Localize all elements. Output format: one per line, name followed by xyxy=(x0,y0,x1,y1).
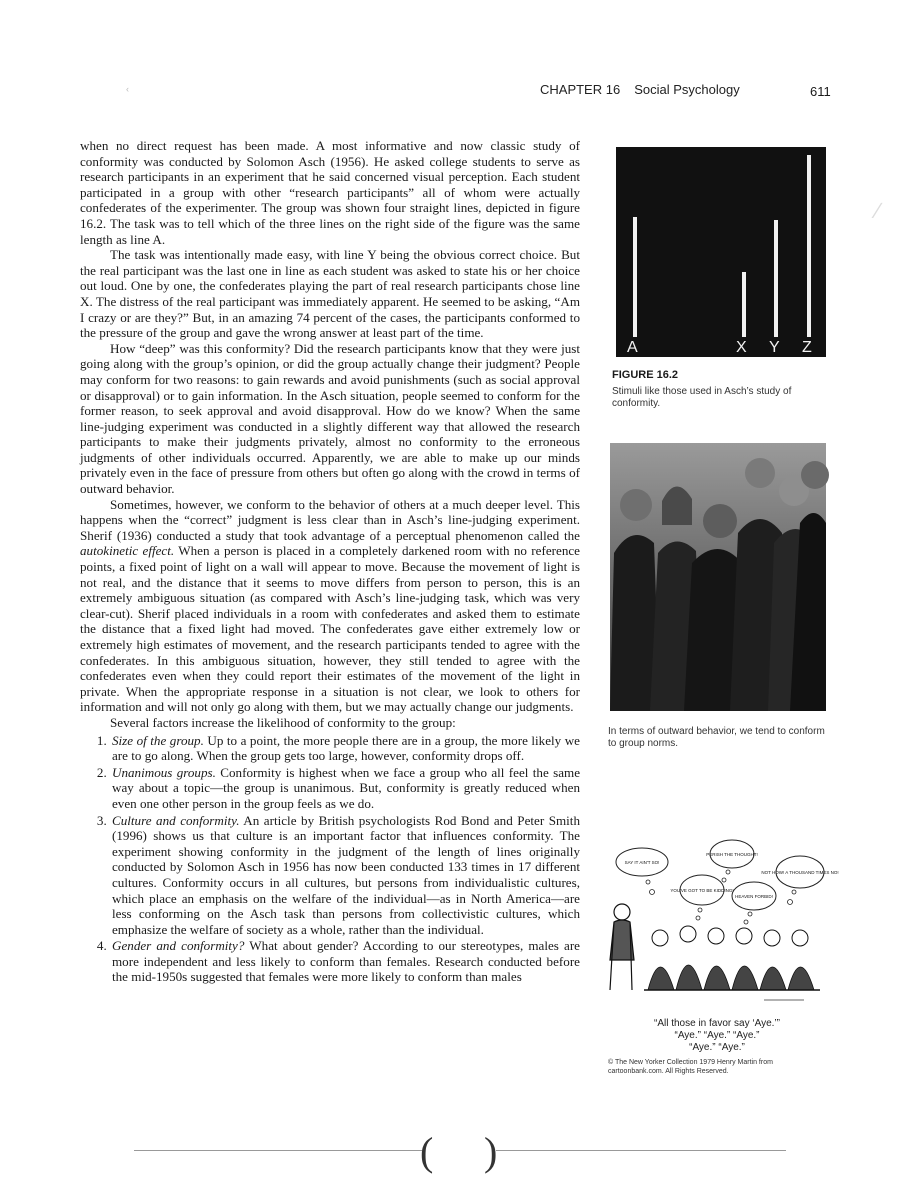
footer-rule-right xyxy=(496,1150,786,1151)
list-item-title: Size of the group. xyxy=(112,732,204,748)
list-item-text: Up to a point, the more people there are in a group, the more likely we are to go along. When the group gets too large, however, conformity drops off. xyxy=(112,732,580,764)
list-item xyxy=(110,765,580,812)
running-head xyxy=(540,82,740,97)
section-title: Social Psychology xyxy=(634,82,740,97)
paragraph: when no direct request has been made. A most informative and now classic study of conformity was conducted by Solomon Asch (1956). He asked college students to serve as research participants in an experiment that he said concerned visual perception. Each student participated in a group with other “research participants” all of whom were actually confederates of the experimenter. The group was shown four straight lines, depicted in figure 16.2. The task was to tell which of the three lines on the right side of the figure was the same length as line A. xyxy=(80,138,580,247)
list-item xyxy=(110,938,580,985)
footer-left-bracket: ( xyxy=(420,1129,434,1174)
emphasis-term: autokinetic effect. xyxy=(80,543,175,559)
paragraph-text: When a person is placed in a completely darkened room with no reference points, a fixed point of light on a wall will appear to move. Because the movement of light is not real, and the distance that it seems to move differs from person to person, this is an extremely ambiguous situation (as compared with Asch’s line-judging task, which was very clear-cut). Sherif placed individuals in a room with confederates and asked them to estimate the distance that a fixed light had moved. The confederates gave either extremely low or extremely high estimates of movement, and the research participants tended to agree with the confederates. In this ambiguous situation, however, they still tended to agree with the confederates even when they could report their estimates of the movement of the light in private. When the appropriate response in a situation is not clear, we look to others for information and will not only go along with them, but we may actually change our judgments. xyxy=(80,543,580,715)
list-item-text: An article by British psychologists Rod Bond and Peter Smith (1996) shows us that culture is an important factor that influences conformity. The experiment showing conformity in the judgment of the length of lines originally conducted by Solomon Asch in 1956 has now been conducted 133 times in 17 different cultures. Conformity occurs in all cultures, but persons from individualistic cultures, which place an emphasis on the welfare of the individual—as in North America—are less conforming on the Asch task than persons from collectivistic cultures, which emphasize the welfare of society as a whole, rather than the individual. xyxy=(112,812,580,937)
bubble-text: NOT HOW! A THOUSAND TIMES NO! xyxy=(761,870,839,875)
line-label-z: Z xyxy=(802,339,812,356)
line-label-a: A xyxy=(627,339,638,356)
caption-line: “Aye.” “Aye.” “Aye.” xyxy=(674,1030,760,1041)
list-item-title: Culture and conformity. xyxy=(112,812,240,828)
paragraph-text: Sometimes, however, we conform to the behavior of others at a much deeper level. This happens when the “correct” judgment is less clear than in Asch’s line-judging experiment. Sherif (1936) conducted a study that took advantage of a perceptual phenomenon called the xyxy=(80,496,580,543)
list-item-text: What about gender? According to our stereotypes, males are more independent and less likely to conform than females. Research conducted before the mid-1950s suggested that females were more likely to conform than males xyxy=(112,938,580,985)
photo-caption: In terms of outward behavior, we tend to conform to group norms. xyxy=(608,726,825,749)
bubble-text: SAY IT AIN'T SO! xyxy=(624,860,660,865)
line-label-y: Y xyxy=(769,339,780,356)
footer-right-bracket: ) xyxy=(484,1129,498,1174)
asch-lines-figure xyxy=(616,147,826,357)
paragraph: The task was intentionally made easy, with line Y being the obvious correct choice. But the real participant was the last one in line as each student was asked to state his or her choice out loud. One by one, the confederates playing the part of real research participants chose line X. The distress of the real participant was immediately apparent. He seemed to be asking, “Am I crazy or are they?” But, in an amazing 74 percent of the cases, the participants conformed to the pressure of the group and gave the wrong answer at least part of the time. xyxy=(80,247,580,341)
bubble-text: YOU'VE GOT TO BE KIDDING! xyxy=(670,888,734,893)
line-x xyxy=(742,272,746,337)
cartoon-credit: © The New Yorker Collection 1979 Henry Martin from cartoonbank.com. All Rights Reserved. xyxy=(608,1059,773,1075)
caption-line: “Aye.” “Aye.” xyxy=(689,1042,745,1053)
paragraph: Several factors increase the likelihood of conformity to the group: xyxy=(110,714,456,730)
group-photo xyxy=(610,443,826,711)
list-item xyxy=(110,813,580,938)
body-text xyxy=(80,138,580,986)
line-z xyxy=(807,155,811,337)
scan-mark: ∕ xyxy=(876,198,880,223)
figure-label: FIGURE 16.2 xyxy=(612,369,679,381)
paragraph: How “deep” was this conformity? Did the research participants know that they were just going along with the group’s opinion, or did the group actually change their judgment? People may conform for two reasons: to gain rewards and avoid punishments (such as social approval or disapproval) or to gain information. In the Asch situation, people seemed to conform for the former reason, to seek approval and avoid disapproval. How do we know? When the same line-judging experiment was conducted in a slightly different way that allowed the research participants to make their judgments privately, almost no conformity to the erroneous judgments of other individuals occurred. Apparently, we are able to make up our minds privately even in the face of pressure from others but often go along with the crowd in terms of outward behavior. xyxy=(80,340,580,497)
bubble-text: PERISH THE THOUGHT! xyxy=(706,852,758,857)
line-label-x: X xyxy=(736,339,747,356)
chapter-label: CHAPTER 16 xyxy=(540,82,621,97)
asch-lines-svg xyxy=(616,147,826,357)
list-item-text: Conformity is highest when we face a group who all feel the same way about a topic—the group is unanimous. But, conformity is greatly reduced when even one other person in the group feels as we do. xyxy=(112,764,581,811)
footer-rule-left xyxy=(134,1150,422,1151)
page-number: 611 xyxy=(810,84,831,99)
line-y xyxy=(774,220,778,337)
conformity-cartoon xyxy=(604,840,839,1008)
list-item-title: Gender and conformity? xyxy=(112,938,245,954)
line-a xyxy=(633,217,637,337)
caption-line: “All those in favor say ‘Aye.’” xyxy=(654,1018,780,1029)
list-item xyxy=(110,733,580,764)
figure-caption: Stimuli like those used in Asch’s study of conformity. xyxy=(612,386,792,409)
cartoon-caption xyxy=(608,1018,826,1054)
group-photo-svg xyxy=(610,443,826,711)
bubble-text: HEAVEN FORBID! xyxy=(735,894,773,899)
factor-list xyxy=(80,733,580,986)
cartoon-svg xyxy=(604,840,839,1008)
paragraph xyxy=(80,497,580,715)
list-item-title: Unanimous groups. xyxy=(112,764,216,780)
scan-mark: ‹ xyxy=(126,84,129,94)
